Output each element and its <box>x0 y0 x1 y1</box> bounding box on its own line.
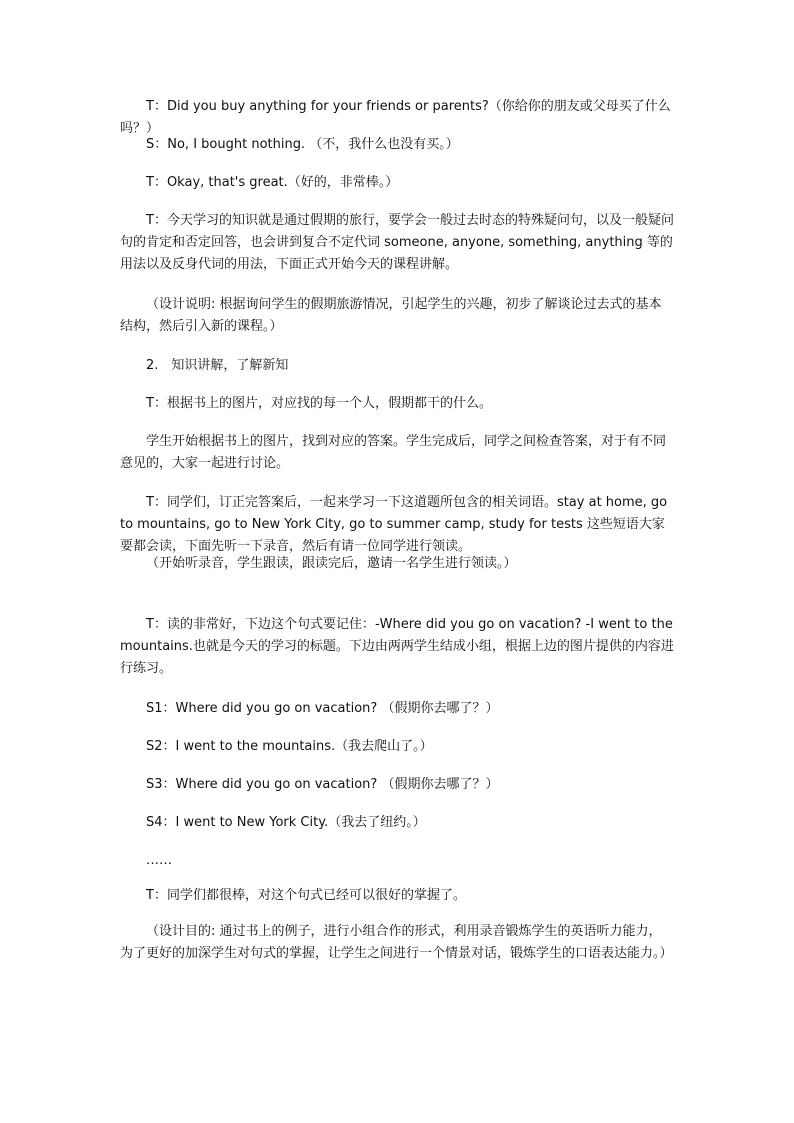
paragraph-picture-task: T：根据书上的图片，对应找的每一个人，假期都干的什么。 <box>146 396 492 411</box>
paragraph-phrases: T：同学们，订正完答案后，一起来学习一下这道题所包含的相关词语。stay at home, go to mountains, go to New York City, go to summer camp, study for tests 这些短语大家要都会读，下面先听一下录音，然后有请一位同学进行领读。 <box>120 495 668 554</box>
paragraph-sentence-pattern: T：读的非常好，下边这个句式要记住：-Where did you go on vacation? -I went to the mountains.也就是今天的学习的标题。下边由两两学生结成小组，根据上边的图片提供的内容进行练习。 <box>120 617 674 676</box>
dialog-line-s1: S1：Where did you go on vacation? （假期你去哪了？） <box>146 701 499 716</box>
paragraph-listen-recording: （开始听录音，学生跟读，跟读完后，邀请一名学生进行领读。） <box>146 556 517 571</box>
paragraph-teacher-praise: T：同学们都很棒，对这个句式已经可以很好的掌握了。 <box>146 888 466 903</box>
dialog-line-s3: S3：Where did you go on vacation? （假期你去哪了？） <box>146 777 499 792</box>
paragraph-students-check: 学生开始根据书上的图片，找到对应的答案。学生完成后，同学之间检查答案，对于有不同意见的，大家一起进行讨论。 <box>120 434 667 471</box>
dialog-line-s4: S4：I went to New York City.（我去了纽约。） <box>146 815 426 830</box>
section-heading-knowledge: 2. 知识讲解，了解新知 <box>146 358 289 373</box>
paragraph-design-note-2: （设计目的: 通过书上的例子，进行小组合作的形式，利用录音锻炼学生的英语听力能力，为了更好的加深学生对句式的掌握，让学生之间进行一个情景对话，锻炼学生的口语表达能力。） <box>120 924 673 961</box>
paragraph-design-note-1: （设计说明: 根据询问学生的假期旅游情况，引起学生的兴趣，初步了解谈论过去式的基本结构，然后引入新的课程。） <box>120 297 662 334</box>
ellipsis-line: …… <box>146 853 172 868</box>
dialog-line-s2: S2：I went to the mountains.（我去爬山了。） <box>146 739 433 754</box>
paragraph-lesson-intro: T：今天学习的知识就是通过假期的旅行，要学会一般过去时态的特殊疑问句，以及一般疑问句的肯定和否定回答，也会讲到复合不定代词 someone, anyone, something, anything 等的用法以及反身代词的用法，下面正式开始今天的课程讲解。 <box>120 213 674 272</box>
dialog-line-teacher-question: T：Did you buy anything for your friends or parents?（你给你的朋友或父母买了什么吗？） <box>120 99 671 136</box>
dialog-line-teacher-response: T：Okay, that's great.（好的，非常棒。） <box>146 175 399 190</box>
dialog-line-student-answer: S：No, I bought nothing. （不，我什么也没有买。） <box>146 137 459 152</box>
